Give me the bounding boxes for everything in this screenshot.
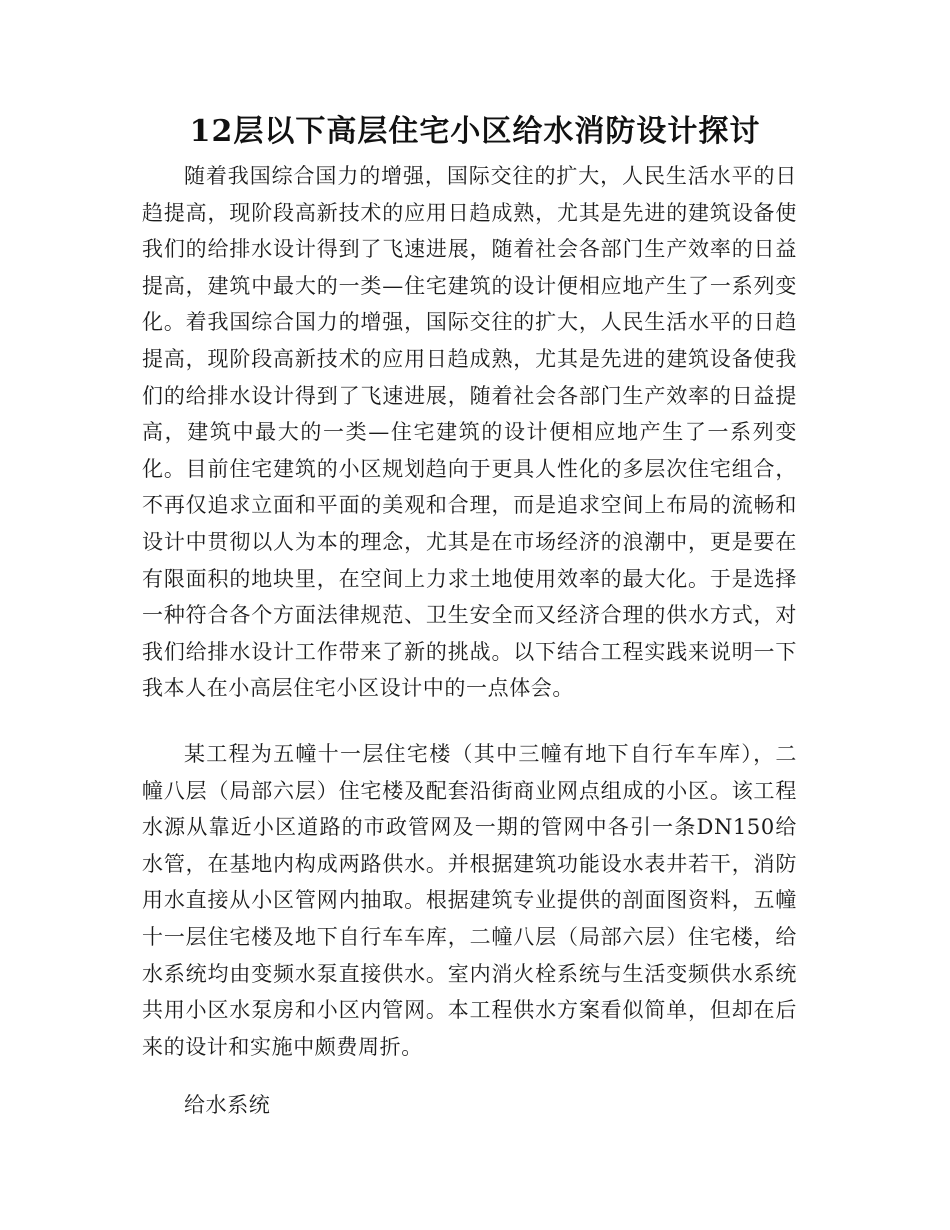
section-heading-water-supply: 给水系统 [184,1093,271,1117]
document-title: 12层以下高层住宅小区给水消防设计探讨 [189,114,761,149]
paragraph-intro: 随着我国综合国力的增强，国际交往的扩大，人民生活水平的日趋提高，现阶段高新技术的应用日趋成熟，尤其是先进的建筑设备使我们的给排水设计得到了飞速进展，随着社会各部门生产效率的日益提高，建筑中最大的一类—住宅建筑的设计便相应地产生了一系列变化。着我国综合国力的增强，国际交往的扩大，人民生活水平的日趋提高，现阶段高新技术的应用日趋成熟，尤其是先进的建筑设备使我们的给排水设计得到了飞速进展，随着社会各部门生产效率的日益提高，建筑中最大的一类—住宅建筑的设计便相应地产生了一系列变化。目前住宅建筑的小区规划趋向于更具人性化的多层次住宅组合，不再仅追求立面和平面的美观和合理，而是追求空间上布局的流畅和设计中贯彻以人为本的理念，尤其是在市场经济的浪潮中，更是要在有限面积的地块里，在空间上力求土地使用效率的最大化。于是选择一种符合各个方面法律规范、卫生安全而又经济合理的供水方式，对我们给排水设计工作带来了新的挑战。以下结合工程实践来说明一下我本人在小高层住宅小区设计中的一点体会。 [142,164,797,701]
paragraph-project: 某工程为五幢十一层住宅楼（其中三幢有地下自行车车库），二幢八层（局部六层）住宅楼及配套沿街商业网点组成的小区。该工程水源从靠近小区道路的市政管网及一期的管网中各引一条DN150给水管，在基地内构成两路供水。并根据建筑功能设水表井若干，消防用水直接从小区管网内抽取。根据建筑专业提供的剖面图资料，五幢十一层住宅楼及地下自行车车库，二幢八层（局部六层）住宅楼，给水系统均由变频水泵直接供水。室内消火栓系统与生活变频供水系统共用小区水泵房和小区内管网。本工程供水方案看似简单，但却在后来的设计和实施中颇费周折。 [142,742,797,1059]
